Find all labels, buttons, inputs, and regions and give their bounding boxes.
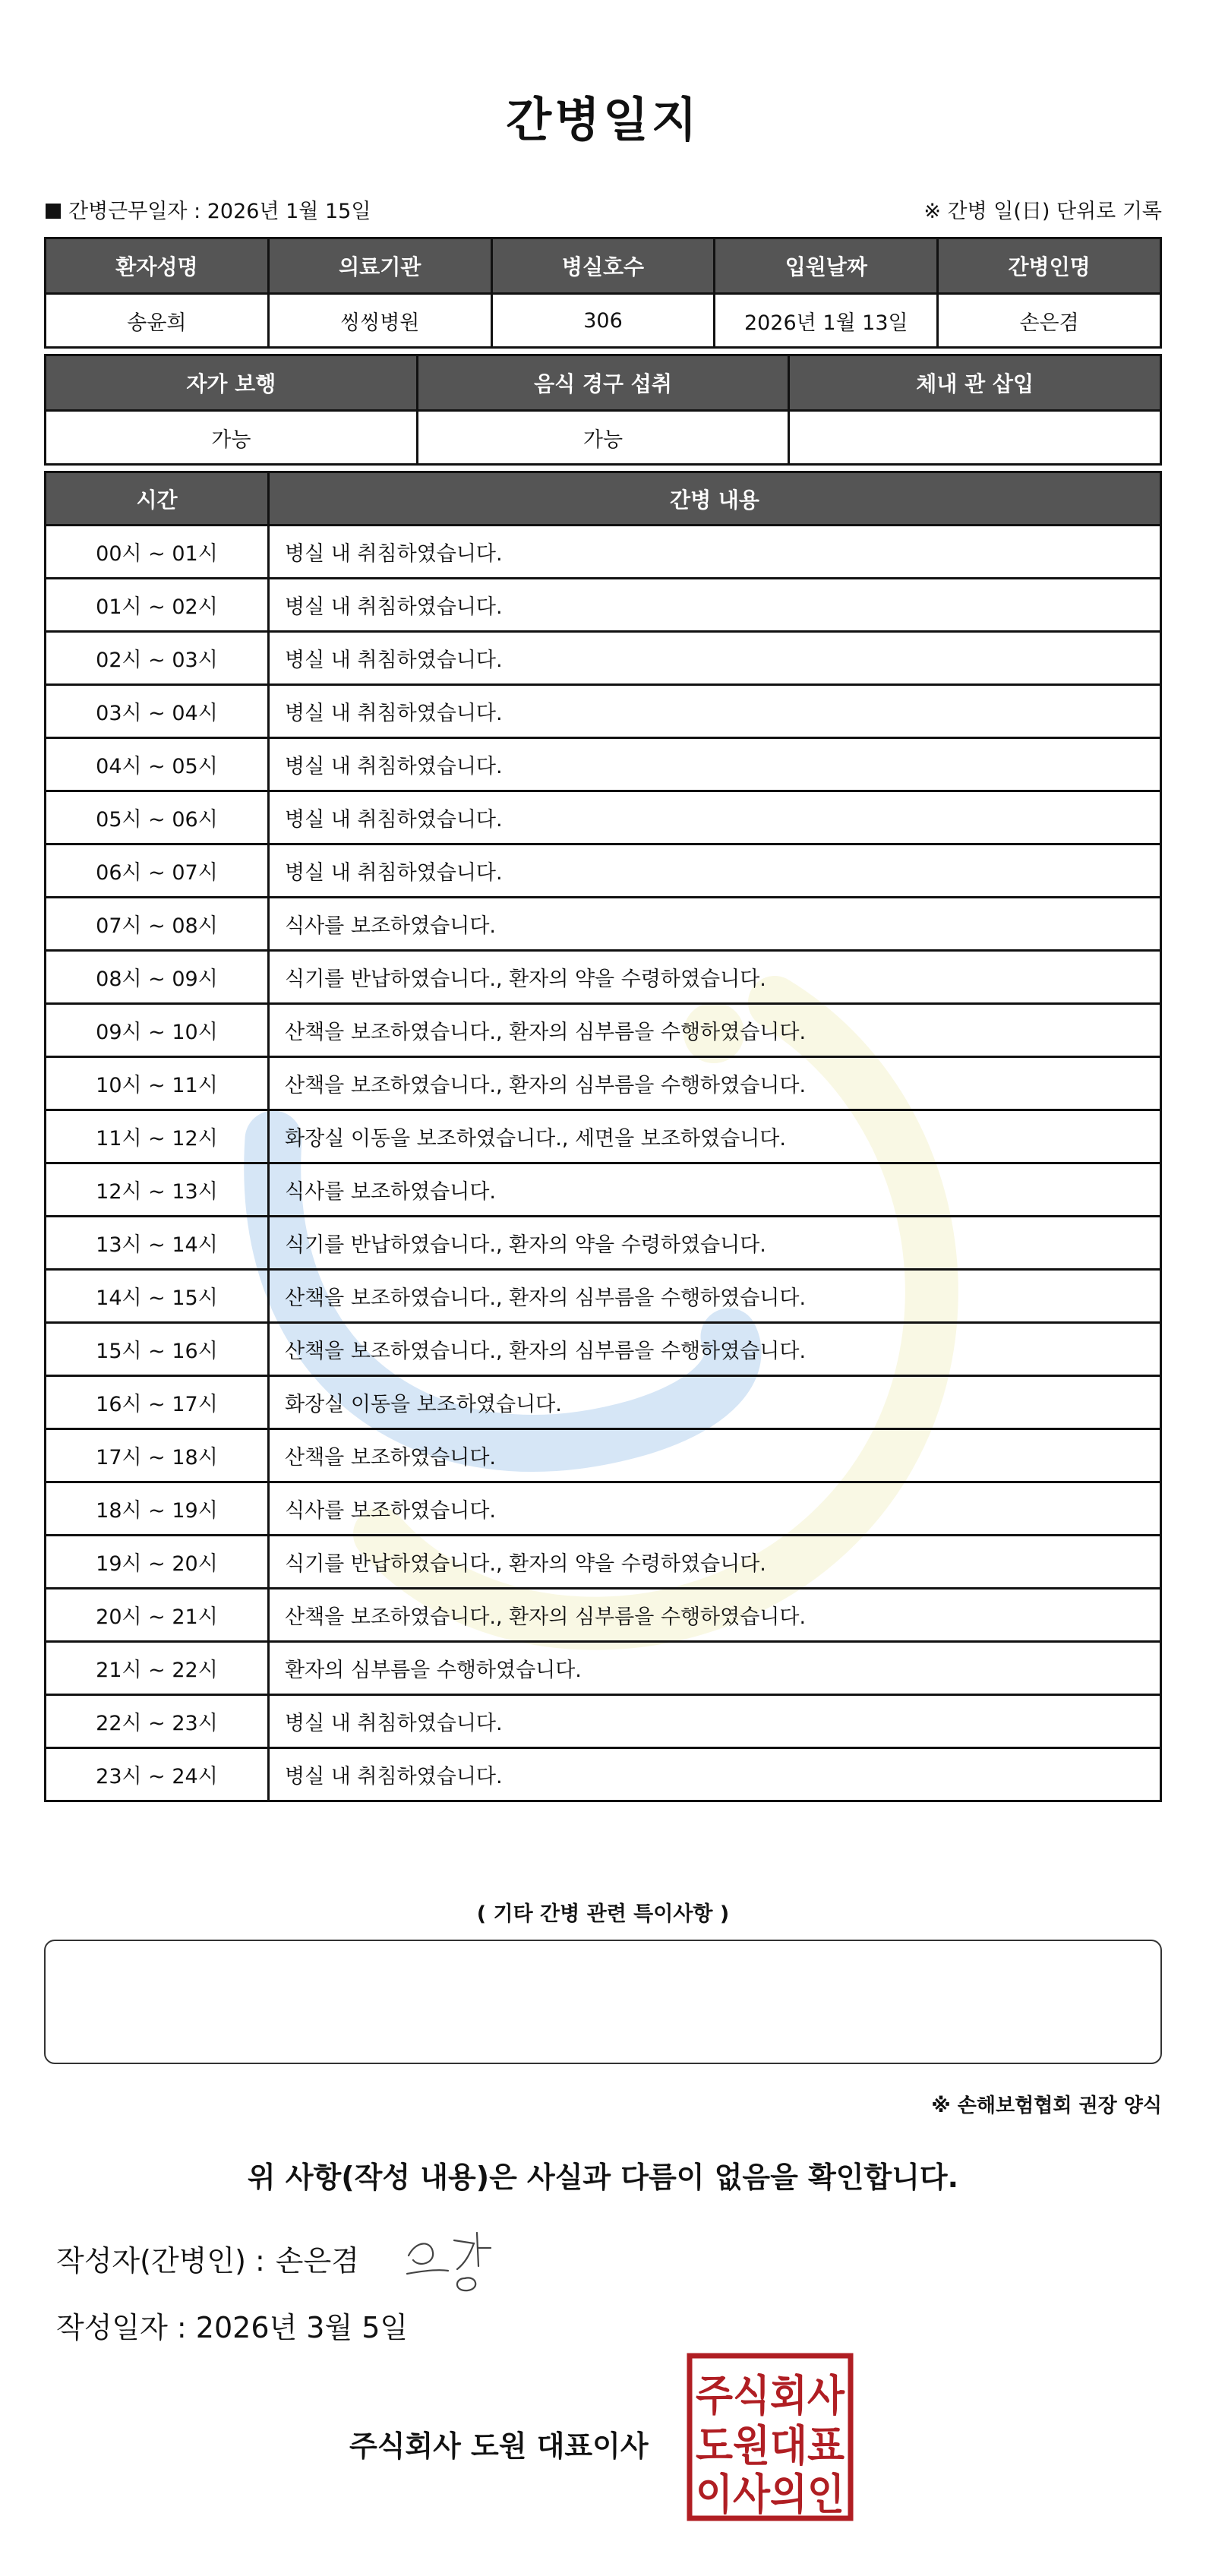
log-time: 07시 ~ 08시 — [46, 898, 269, 951]
svg-text:이사의인: 이사의인 — [696, 2470, 845, 2520]
log-time: 05시 ~ 06시 — [46, 791, 269, 844]
patient-info-table — [44, 237, 1162, 349]
header-caregiver: 간병인명 — [938, 238, 1161, 294]
log-time: 11시 ~ 12시 — [46, 1110, 269, 1163]
log-content: 병실 내 취침하였습니다. — [269, 632, 1161, 685]
log-content: 병실 내 취침하였습니다. — [269, 526, 1161, 579]
log-row — [46, 791, 1161, 844]
log-row — [46, 1110, 1161, 1163]
log-row — [46, 685, 1161, 738]
log-content: 산책을 보조하였습니다. — [269, 1429, 1161, 1482]
log-time: 04시 ~ 05시 — [46, 738, 269, 791]
log-row — [46, 1695, 1161, 1748]
log-row — [46, 1429, 1161, 1482]
self-walking-value: 가능 — [46, 411, 418, 465]
log-time: 16시 ~ 17시 — [46, 1376, 269, 1429]
handwritten-signature — [401, 2225, 500, 2293]
log-time: 13시 ~ 14시 — [46, 1217, 269, 1270]
log-content: 병실 내 취침하였습니다. — [269, 685, 1161, 738]
log-row — [46, 1748, 1161, 1801]
log-time: 10시 ~ 11시 — [46, 1057, 269, 1110]
svg-text:주식회사: 주식회사 — [696, 2372, 845, 2421]
hospital-name: 씽씽병원 — [268, 294, 491, 348]
remarks-box — [44, 1940, 1162, 2064]
company-representative: 주식회사 도원 대표이사 — [349, 2429, 649, 2463]
log-row — [46, 1536, 1161, 1589]
recommended-form-note: ※ 손해보험협회 권장 양식 — [931, 2095, 1162, 2117]
log-row — [46, 951, 1161, 1004]
writer-line — [56, 2237, 359, 2279]
log-time: 19시 ~ 20시 — [46, 1536, 269, 1589]
header-tube-insertion: 체내 관 삽입 — [789, 355, 1161, 411]
room-number: 306 — [491, 294, 715, 348]
log-time: 01시 ~ 02시 — [46, 579, 269, 632]
header-room: 병실호수 — [491, 238, 715, 294]
oral-intake-value: 가능 — [417, 411, 789, 465]
header-self-walking: 자가 보행 — [46, 355, 418, 411]
log-row — [46, 1057, 1161, 1110]
log-row — [46, 632, 1161, 685]
page-title: 간병일지 — [506, 92, 700, 147]
log-row — [46, 1482, 1161, 1536]
log-content: 병실 내 취침하였습니다. — [269, 579, 1161, 632]
confirmation-statement: 위 사항(작성 내용)은 사실과 다름이 없음을 확인합니다. — [247, 2161, 959, 2194]
log-content: 병실 내 취침하였습니다. — [269, 1695, 1161, 1748]
log-content: 식기를 반납하였습니다., 환자의 약을 수령하였습니다. — [269, 951, 1161, 1004]
log-row — [46, 898, 1161, 951]
svg-text:도원대표: 도원대표 — [696, 2422, 845, 2471]
log-time: 06시 ~ 07시 — [46, 844, 269, 898]
log-time: 02시 ~ 03시 — [46, 632, 269, 685]
log-time: 18시 ~ 19시 — [46, 1482, 269, 1536]
header-admission-date: 입원날짜 — [715, 238, 938, 294]
writer-label: 작성자(간병인) : — [56, 2244, 265, 2278]
admission-date: 2026년 1월 13일 — [715, 294, 938, 348]
log-time: 12시 ~ 13시 — [46, 1163, 269, 1217]
remarks-title: ( 기타 간병 관련 특이사항 ) — [476, 1902, 730, 1926]
log-content: 산책을 보조하였습니다., 환자의 심부름을 수행하였습니다. — [269, 1057, 1161, 1110]
log-content: 식사를 보조하였습니다. — [269, 1163, 1161, 1217]
log-row — [46, 1642, 1161, 1695]
log-content: 병실 내 취침하였습니다. — [269, 791, 1161, 844]
unit-note: ※ 간병 일(日) 단위로 기록 — [923, 200, 1162, 223]
log-row — [46, 526, 1161, 579]
log-time: 22시 ~ 23시 — [46, 1695, 269, 1748]
care-log-rows — [46, 526, 1161, 1801]
patient-name: 송윤희 — [46, 294, 269, 348]
log-time: 15시 ~ 16시 — [46, 1323, 269, 1376]
log-row — [46, 844, 1161, 898]
log-row — [46, 1589, 1161, 1642]
log-content: 산책을 보조하였습니다., 환자의 심부름을 수행하였습니다. — [269, 1323, 1161, 1376]
log-content: 산책을 보조하였습니다., 환자의 심부름을 수행하였습니다. — [269, 1270, 1161, 1323]
write-date: 작성일자 : 2026년 3월 5일 — [56, 2311, 409, 2344]
header-patient-name: 환자성명 — [46, 238, 269, 294]
log-time: 20시 ~ 21시 — [46, 1589, 269, 1642]
log-row — [46, 1004, 1161, 1057]
log-content: 병실 내 취침하였습니다. — [269, 844, 1161, 898]
header-oral-intake: 음식 경구 섭취 — [417, 355, 789, 411]
log-content: 산책을 보조하였습니다., 환자의 심부름을 수행하였습니다. — [269, 1004, 1161, 1057]
log-content: 환자의 심부름을 수행하였습니다. — [269, 1642, 1161, 1695]
log-row — [46, 579, 1161, 632]
work-date-text: 간병근무일자 : 2026년 1월 15일 — [68, 200, 371, 223]
header-hospital: 의료기관 — [268, 238, 491, 294]
log-row — [46, 1323, 1161, 1376]
patient-status-table — [44, 354, 1162, 466]
log-content: 병실 내 취침하였습니다. — [269, 738, 1161, 791]
log-content: 식기를 반납하였습니다., 환자의 약을 수령하였습니다. — [269, 1217, 1161, 1270]
log-time: 00시 ~ 01시 — [46, 526, 269, 579]
header-care-content: 간병 내용 — [269, 472, 1161, 526]
caregiver-name: 손은겸 — [938, 294, 1161, 348]
log-row — [46, 1376, 1161, 1429]
log-content: 화장실 이동을 보조하였습니다., 세면을 보조하였습니다. — [269, 1110, 1161, 1163]
log-row — [46, 738, 1161, 791]
log-time: 08시 ~ 09시 — [46, 951, 269, 1004]
log-row — [46, 1270, 1161, 1323]
log-row — [46, 1217, 1161, 1270]
log-content: 식사를 보조하였습니다. — [269, 898, 1161, 951]
writer-name: 손은겸 — [275, 2244, 359, 2278]
log-row — [46, 1163, 1161, 1217]
log-content: 병실 내 취침하였습니다. — [269, 1748, 1161, 1801]
log-time: 14시 ~ 15시 — [46, 1270, 269, 1323]
log-time: 03시 ~ 04시 — [46, 685, 269, 738]
header-time: 시간 — [46, 472, 269, 526]
log-content: 산책을 보조하였습니다., 환자의 심부름을 수행하였습니다. — [269, 1589, 1161, 1642]
company-seal-stamp — [687, 2353, 854, 2521]
log-content: 화장실 이동을 보조하였습니다. — [269, 1376, 1161, 1429]
log-time: 17시 ~ 18시 — [46, 1429, 269, 1482]
tube-insertion-value — [789, 411, 1161, 465]
log-content: 식사를 보조하였습니다. — [269, 1482, 1161, 1536]
square-bullet-icon — [46, 204, 61, 219]
log-time: 23시 ~ 24시 — [46, 1748, 269, 1801]
care-log-table — [44, 471, 1162, 1802]
work-date — [46, 194, 371, 224]
log-time: 09시 ~ 10시 — [46, 1004, 269, 1057]
log-content: 식기를 반납하였습니다., 환자의 약을 수령하였습니다. — [269, 1536, 1161, 1589]
log-time: 21시 ~ 22시 — [46, 1642, 269, 1695]
